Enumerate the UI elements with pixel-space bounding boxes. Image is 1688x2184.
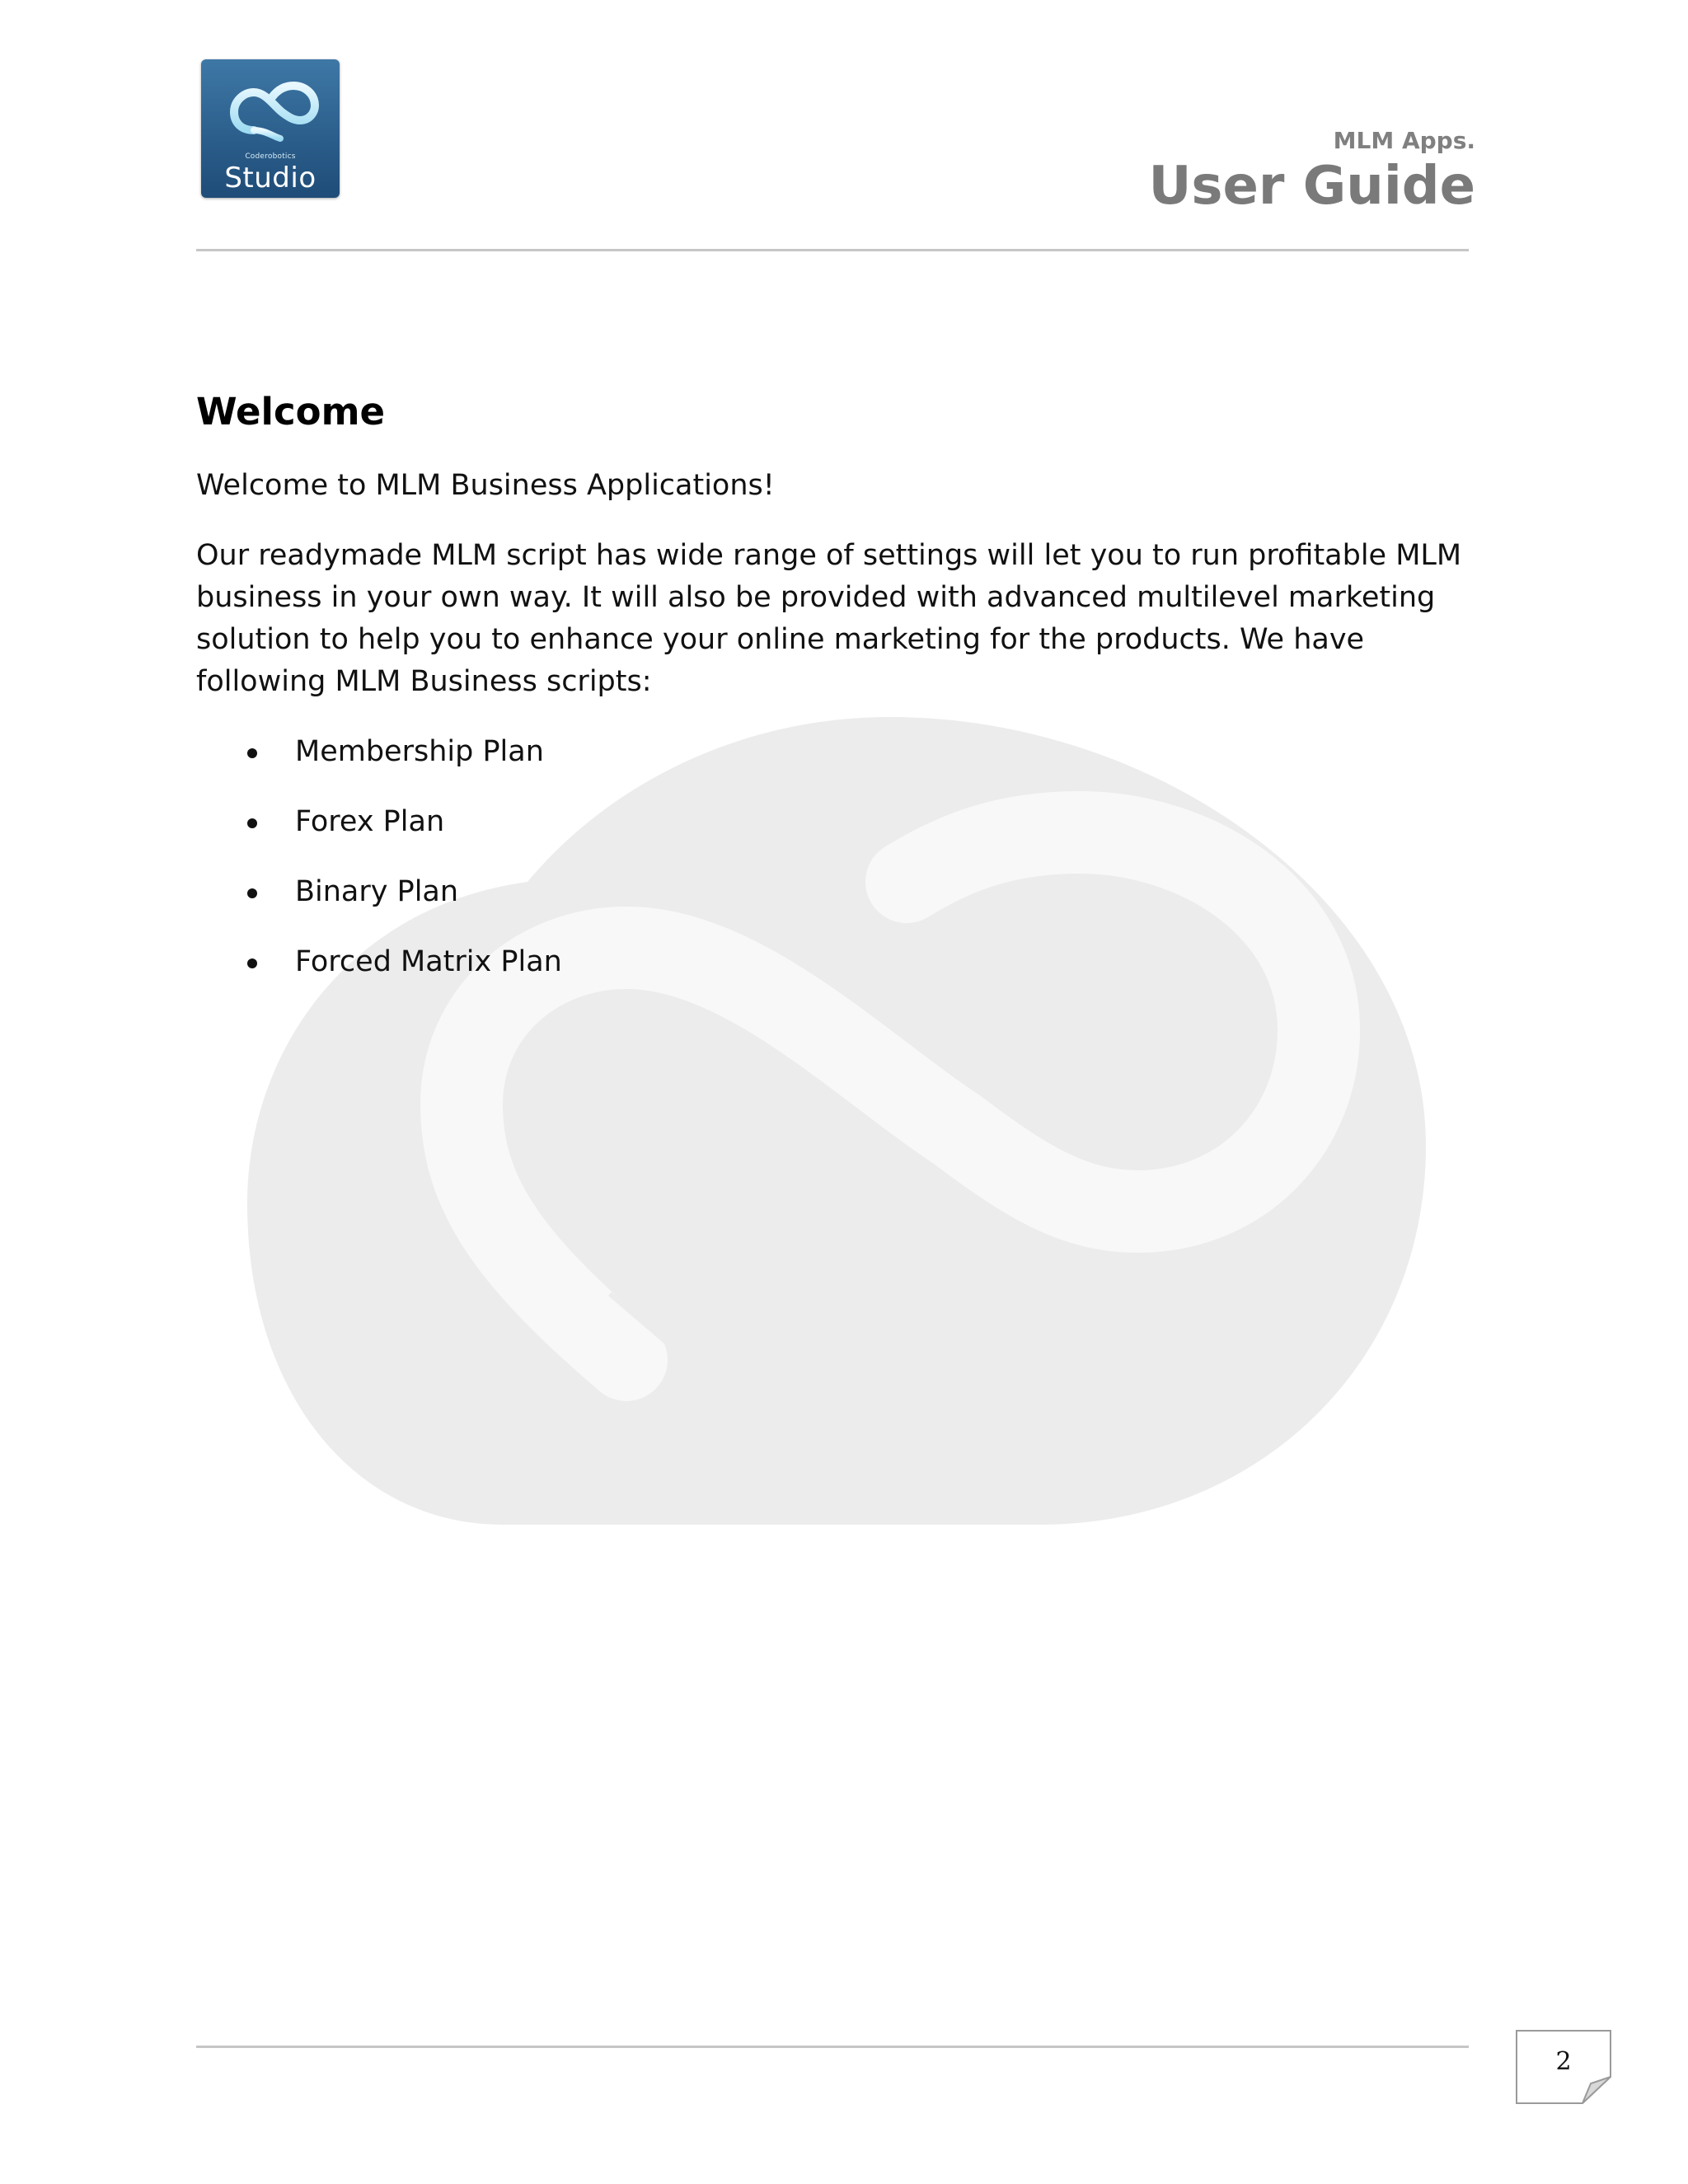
document-kicker: MLM Apps. (1333, 127, 1475, 154)
section-heading: Welcome (196, 390, 385, 434)
logo-subtext: Coderobotics (245, 152, 296, 161)
intro-paragraph: Welcome to MLM Business Applications! (196, 469, 775, 502)
page-number: 2 (1555, 2047, 1572, 2076)
plan-label: Forced Matrix Plan (295, 945, 562, 978)
footer-divider (196, 2046, 1469, 2048)
document-header (1148, 127, 1475, 216)
company-logo (201, 59, 340, 198)
list-item (196, 801, 1482, 843)
bullet-icon (247, 888, 257, 898)
logo-wordmark: Studio (224, 162, 316, 194)
plan-label: Forex Plan (295, 805, 445, 838)
list-item (196, 941, 1482, 983)
description-paragraph: Our readymade MLM script has wide range of settings will let you to run profitable MLM business in your own way. It will also be provided with advanced multilevel marketing solution to help you to enhance your online marketing for the products. We have following MLM Business scripts: (196, 539, 1462, 698)
plan-label: Membership Plan (295, 735, 544, 768)
list-item (196, 871, 1482, 913)
list-item (196, 731, 1482, 773)
page-number-box (1515, 2029, 1612, 2105)
document-title: User Guide (1148, 156, 1475, 217)
bullet-icon (247, 748, 257, 758)
header-divider (196, 249, 1469, 251)
main-content (196, 387, 1482, 1011)
bullet-icon (247, 958, 257, 968)
bullet-icon (247, 818, 257, 828)
plan-label: Binary Plan (295, 875, 459, 908)
plan-list (196, 731, 1482, 983)
